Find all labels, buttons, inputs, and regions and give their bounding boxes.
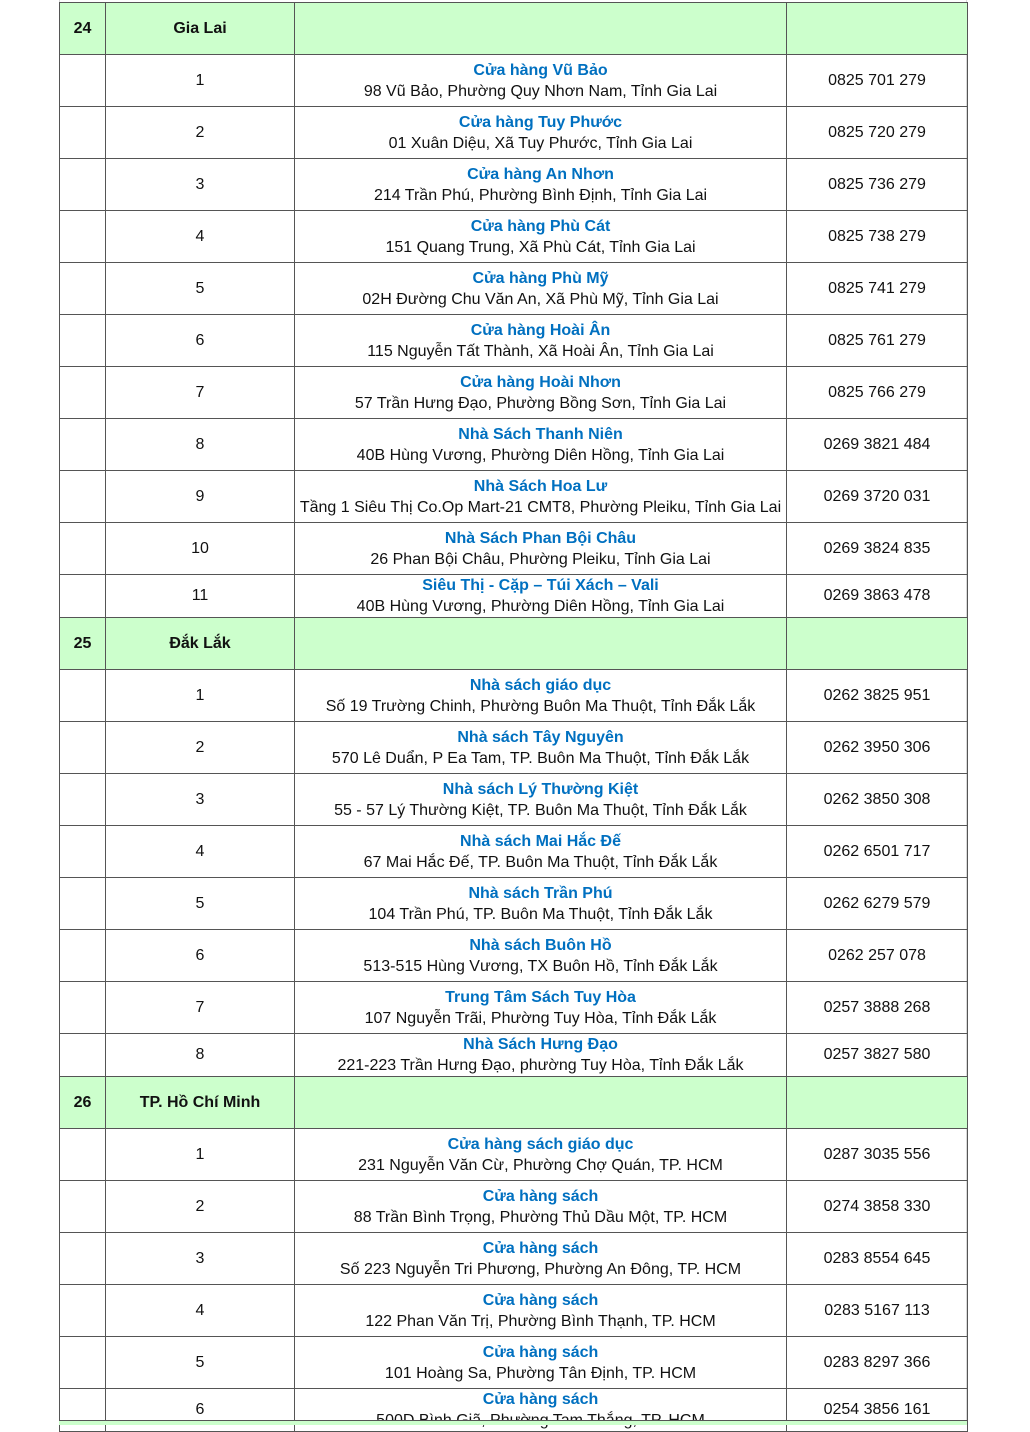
store-info-cell[interactable] xyxy=(295,1337,787,1389)
store-info-cell[interactable] xyxy=(295,878,787,930)
store-phone[interactable]: 0269 3863 478 xyxy=(787,575,968,618)
empty-cell[interactable] xyxy=(787,3,968,55)
store-phone[interactable]: 0257 3827 580 xyxy=(787,1034,968,1077)
store-row[interactable] xyxy=(60,1034,968,1077)
empty-cell[interactable] xyxy=(60,315,106,367)
store-info-cell[interactable] xyxy=(295,159,787,211)
empty-cell[interactable] xyxy=(60,774,106,826)
store-info-cell[interactable] xyxy=(295,419,787,471)
empty-cell[interactable] xyxy=(60,159,106,211)
store-name: Cửa hàng sách xyxy=(482,1291,599,1309)
province-name[interactable]: Đắk Lắk xyxy=(106,618,295,670)
store-address: 67 Mai Hắc Đế, TP. Buôn Ma Thuột, Tỉnh Đắk Lắk xyxy=(363,853,718,871)
store-info-cell[interactable] xyxy=(295,774,787,826)
store-index[interactable]: 5 xyxy=(106,878,295,930)
store-info-cell[interactable] xyxy=(295,211,787,263)
empty-cell[interactable] xyxy=(60,471,106,523)
store-name: Trung Tâm Sách Tuy Hòa xyxy=(445,988,636,1006)
store-name: Cửa hàng sách giáo dục xyxy=(447,1135,634,1153)
empty-cell[interactable] xyxy=(60,419,106,471)
store-address: 513-515 Hùng Vương, TX Buôn Hồ, Tỉnh Đắk Lắk xyxy=(363,957,718,975)
store-info-cell[interactable] xyxy=(295,722,787,774)
empty-cell[interactable] xyxy=(295,1077,787,1129)
store-phone[interactable]: 0283 8297 366 xyxy=(787,1337,968,1389)
empty-cell[interactable] xyxy=(60,523,106,575)
store-address: 101 Hoàng Sa, Phường Tân Định, TP. HCM xyxy=(384,1364,697,1382)
store-row[interactable] xyxy=(60,1285,968,1337)
store-row[interactable] xyxy=(60,1181,968,1233)
store-index[interactable]: 9 xyxy=(106,471,295,523)
store-info-cell[interactable] xyxy=(295,1285,787,1337)
store-row[interactable] xyxy=(60,367,968,419)
store-name: Cửa hàng Hoài Nhơn xyxy=(460,373,621,391)
store-phone[interactable]: 0283 8554 645 xyxy=(787,1233,968,1285)
store-row[interactable] xyxy=(60,774,968,826)
empty-cell[interactable] xyxy=(60,670,106,722)
empty-cell[interactable] xyxy=(60,982,106,1034)
store-index[interactable]: 8 xyxy=(106,1034,295,1077)
store-index[interactable]: 3 xyxy=(106,774,295,826)
store-row[interactable] xyxy=(60,670,968,722)
store-name: Nhà sách Tây Nguyên xyxy=(457,728,624,746)
store-index[interactable]: 1 xyxy=(106,670,295,722)
province-header-row[interactable] xyxy=(60,3,968,55)
store-index[interactable]: 4 xyxy=(106,1285,295,1337)
empty-cell[interactable] xyxy=(60,1181,106,1233)
store-row[interactable] xyxy=(60,1233,968,1285)
store-address: 221-223 Trần Hưng Đạo, phường Tuy Hòa, Tỉnh Đắk Lắk xyxy=(337,1057,744,1074)
store-info-cell[interactable] xyxy=(295,523,787,575)
store-row[interactable] xyxy=(60,982,968,1034)
store-address: 104 Trần Phú, TP. Buôn Ma Thuột, Tỉnh Đắk Lắk xyxy=(368,905,713,923)
store-address: 57 Trần Hưng Đạo, Phường Bồng Sơn, Tỉnh Gia Lai xyxy=(354,394,727,412)
empty-cell[interactable] xyxy=(60,1389,106,1432)
store-name: Nhà Sách Hoa Lư xyxy=(473,477,608,495)
store-name: Nhà sách Lý Thường Kiệt xyxy=(442,780,639,798)
empty-cell[interactable] xyxy=(60,1285,106,1337)
store-info-cell[interactable] xyxy=(295,670,787,722)
store-info-cell[interactable] xyxy=(295,826,787,878)
store-index[interactable]: 11 xyxy=(106,575,295,618)
store-index[interactable]: 6 xyxy=(106,315,295,367)
store-phone[interactable]: 0825 766 279 xyxy=(787,367,968,419)
group-number[interactable]: 24 xyxy=(60,3,106,55)
store-index[interactable]: 6 xyxy=(106,1389,295,1432)
store-name: Cửa hàng Phù Cát xyxy=(470,217,611,235)
store-phone[interactable]: 0269 3821 484 xyxy=(787,419,968,471)
store-phone[interactable]: 0262 6501 717 xyxy=(787,826,968,878)
store-address: 88 Trần Bình Trọng, Phường Thủ Dầu Một, TP. HCM xyxy=(353,1208,728,1226)
store-row[interactable] xyxy=(60,107,968,159)
store-name: Nhà sách Mai Hắc Đế xyxy=(460,832,621,850)
store-row[interactable] xyxy=(60,878,968,930)
store-phone[interactable]: 0269 3824 835 xyxy=(787,523,968,575)
empty-cell[interactable] xyxy=(60,826,106,878)
store-phone[interactable]: 0262 3850 308 xyxy=(787,774,968,826)
store-address: 26 Phan Bội Châu, Phường Pleiku, Tỉnh Gia Lai xyxy=(370,550,711,568)
store-phone[interactable]: 0262 257 078 xyxy=(787,930,968,982)
store-address: 122 Phan Văn Trị, Phường Bình Thạnh, TP. HCM xyxy=(365,1312,716,1330)
store-address: 40B Hùng Vương, Phường Diên Hồng, Tỉnh Gia Lai xyxy=(356,598,725,615)
store-phone[interactable]: 0825 738 279 xyxy=(787,211,968,263)
store-address: 98 Vũ Bảo, Phường Quy Nhơn Nam, Tỉnh Gia Lai xyxy=(363,82,718,100)
empty-cell[interactable] xyxy=(60,1337,106,1389)
store-name: Cửa hàng Hoài Ân xyxy=(470,321,611,339)
store-address: 214 Trần Phú, Phường Bình Định, Tỉnh Gia Lai xyxy=(373,186,708,204)
store-row[interactable] xyxy=(60,722,968,774)
empty-cell[interactable] xyxy=(60,1034,106,1077)
store-index[interactable]: 7 xyxy=(106,982,295,1034)
store-info-cell[interactable] xyxy=(295,982,787,1034)
store-row[interactable] xyxy=(60,1129,968,1181)
store-address: 40B Hùng Vương, Phường Diên Hồng, Tỉnh Gia Lai xyxy=(356,446,725,464)
store-info-cell[interactable] xyxy=(295,1233,787,1285)
store-name: Nhà sách Trần Phú xyxy=(468,884,613,902)
store-name: Nhà Sách Thanh Niên xyxy=(458,425,623,443)
store-info-cell[interactable] xyxy=(295,55,787,107)
empty-cell[interactable] xyxy=(787,618,968,670)
store-address: 01 Xuân Diệu, Xã Tuy Phước, Tỉnh Gia Lai xyxy=(388,134,693,152)
store-name: Cửa hàng An Nhơn xyxy=(467,165,614,183)
store-row[interactable] xyxy=(60,1389,968,1432)
store-name: Cửa hàng sách xyxy=(482,1239,599,1257)
store-info-cell[interactable] xyxy=(295,575,787,618)
empty-cell[interactable] xyxy=(60,1233,106,1285)
store-row[interactable] xyxy=(60,575,968,618)
store-phone[interactable]: 0274 3858 330 xyxy=(787,1181,968,1233)
store-row[interactable] xyxy=(60,159,968,211)
store-index[interactable]: 1 xyxy=(106,55,295,107)
store-phone[interactable]: 0825 736 279 xyxy=(787,159,968,211)
store-row[interactable] xyxy=(60,315,968,367)
store-table xyxy=(59,2,968,1432)
store-address: 107 Nguyễn Trãi, Phường Tuy Hòa, Tỉnh Đắk Lắk xyxy=(364,1009,717,1027)
empty-cell[interactable] xyxy=(295,3,787,55)
store-address: 55 - 57 Lý Thường Kiệt, TP. Buôn Ma Thuột, Tỉnh Đắk Lắk xyxy=(334,801,747,819)
store-name: Cửa hàng Phù Mỹ xyxy=(472,269,609,287)
empty-cell[interactable] xyxy=(60,263,106,315)
store-row[interactable] xyxy=(60,1337,968,1389)
empty-cell[interactable] xyxy=(60,367,106,419)
store-address: Tầng 1 Siêu Thị Co.Op Mart-21 CMT8, Phường Pleiku, Tỉnh Gia Lai xyxy=(299,498,782,516)
store-row[interactable] xyxy=(60,471,968,523)
store-address: 231 Nguyễn Văn Cừ, Phường Chợ Quán, TP. HCM xyxy=(358,1156,723,1174)
store-address: Số 19 Trường Chinh, Phường Buôn Ma Thuột, Tỉnh Đắk Lắk xyxy=(325,697,756,715)
empty-cell[interactable] xyxy=(60,575,106,618)
store-row[interactable] xyxy=(60,523,968,575)
store-phone[interactable]: 0825 720 279 xyxy=(787,107,968,159)
empty-cell[interactable] xyxy=(295,618,787,670)
store-phone[interactable]: 0825 741 279 xyxy=(787,263,968,315)
store-index[interactable]: 3 xyxy=(106,159,295,211)
store-phone[interactable]: 0257 3888 268 xyxy=(787,982,968,1034)
next-group-row-edge xyxy=(59,1420,967,1425)
store-info-cell[interactable] xyxy=(295,1129,787,1181)
store-name: Nhà Sách Hưng Đạo xyxy=(463,1036,618,1053)
store-phone[interactable]: 0287 3035 556 xyxy=(787,1129,968,1181)
province-header-row[interactable] xyxy=(60,1077,968,1129)
store-index[interactable]: 2 xyxy=(106,107,295,159)
store-address: 115 Nguyễn Tất Thành, Xã Hoài Ân, Tỉnh Gia Lai xyxy=(367,342,714,360)
store-index[interactable]: 2 xyxy=(106,722,295,774)
store-row[interactable] xyxy=(60,826,968,878)
store-info-cell[interactable] xyxy=(295,930,787,982)
store-info-cell[interactable] xyxy=(295,315,787,367)
empty-cell[interactable] xyxy=(60,55,106,107)
store-info-cell[interactable] xyxy=(295,1181,787,1233)
store-info-cell[interactable] xyxy=(295,367,787,419)
store-index[interactable]: 5 xyxy=(106,263,295,315)
store-name: Cửa hàng sách xyxy=(482,1343,599,1361)
store-index[interactable]: 6 xyxy=(106,930,295,982)
store-info-cell[interactable] xyxy=(295,107,787,159)
store-info-cell[interactable] xyxy=(295,1034,787,1077)
store-phone[interactable]: 0262 6279 579 xyxy=(787,878,968,930)
store-index[interactable]: 1 xyxy=(106,1129,295,1181)
province-name[interactable]: TP. Hồ Chí Minh xyxy=(106,1077,295,1129)
store-table-body xyxy=(60,3,968,1432)
store-name: Cửa hàng sách xyxy=(482,1187,599,1205)
store-info-cell[interactable] xyxy=(295,263,787,315)
store-info-cell[interactable] xyxy=(295,1389,787,1432)
store-index[interactable]: 4 xyxy=(106,826,295,878)
store-name: Cửa hàng Vũ Bảo xyxy=(473,61,608,79)
empty-cell[interactable] xyxy=(60,1129,106,1181)
store-name: Cửa hàng Tuy Phước xyxy=(458,113,623,131)
store-index[interactable]: 3 xyxy=(106,1233,295,1285)
store-phone[interactable]: 0825 761 279 xyxy=(787,315,968,367)
store-index[interactable]: 4 xyxy=(106,211,295,263)
store-address: 02H Đường Chu Văn An, Xã Phù Mỹ, Tỉnh Gia Lai xyxy=(362,290,719,308)
store-name: Nhà sách Buôn Hồ xyxy=(469,936,612,954)
store-index[interactable]: 7 xyxy=(106,367,295,419)
store-row[interactable] xyxy=(60,930,968,982)
store-phone[interactable]: 0262 3950 306 xyxy=(787,722,968,774)
store-phone[interactable]: 0262 3825 951 xyxy=(787,670,968,722)
empty-cell[interactable] xyxy=(60,930,106,982)
store-index[interactable]: 10 xyxy=(106,523,295,575)
store-index[interactable]: 8 xyxy=(106,419,295,471)
store-phone[interactable]: 0283 5167 113 xyxy=(787,1285,968,1337)
group-number[interactable]: 26 xyxy=(60,1077,106,1129)
empty-cell[interactable] xyxy=(787,1077,968,1129)
store-name: Nhà Sách Phan Bội Châu xyxy=(444,529,637,547)
store-row[interactable] xyxy=(60,55,968,107)
store-phone[interactable]: 0269 3720 031 xyxy=(787,471,968,523)
province-header-row[interactable] xyxy=(60,618,968,670)
store-info-cell[interactable] xyxy=(295,471,787,523)
empty-cell[interactable] xyxy=(60,211,106,263)
store-phone[interactable]: 0254 3856 161 xyxy=(787,1389,968,1432)
store-address: 570 Lê Duẩn, P Ea Tam, TP. Buôn Ma Thuột, Tỉnh Đắk Lắk xyxy=(331,749,750,767)
store-phone[interactable]: 0825 701 279 xyxy=(787,55,968,107)
empty-cell[interactable] xyxy=(60,722,106,774)
store-address: Số 223 Nguyễn Tri Phương, Phường An Đông, TP. HCM xyxy=(339,1260,742,1278)
store-row[interactable] xyxy=(60,419,968,471)
store-index[interactable]: 5 xyxy=(106,1337,295,1389)
store-name: Nhà sách giáo dục xyxy=(469,676,612,694)
empty-cell[interactable] xyxy=(60,878,106,930)
store-index[interactable]: 2 xyxy=(106,1181,295,1233)
province-name[interactable]: Gia Lai xyxy=(106,3,295,55)
store-row[interactable] xyxy=(60,263,968,315)
store-row[interactable] xyxy=(60,211,968,263)
store-address: 151 Quang Trung, Xã Phù Cát, Tỉnh Gia Lai xyxy=(385,238,696,256)
store-name: Siêu Thị - Cặp – Túi Xách – Vali xyxy=(422,577,659,594)
empty-cell[interactable] xyxy=(60,107,106,159)
group-number[interactable]: 25 xyxy=(60,618,106,670)
store-name: Cửa hàng sách xyxy=(482,1391,599,1408)
